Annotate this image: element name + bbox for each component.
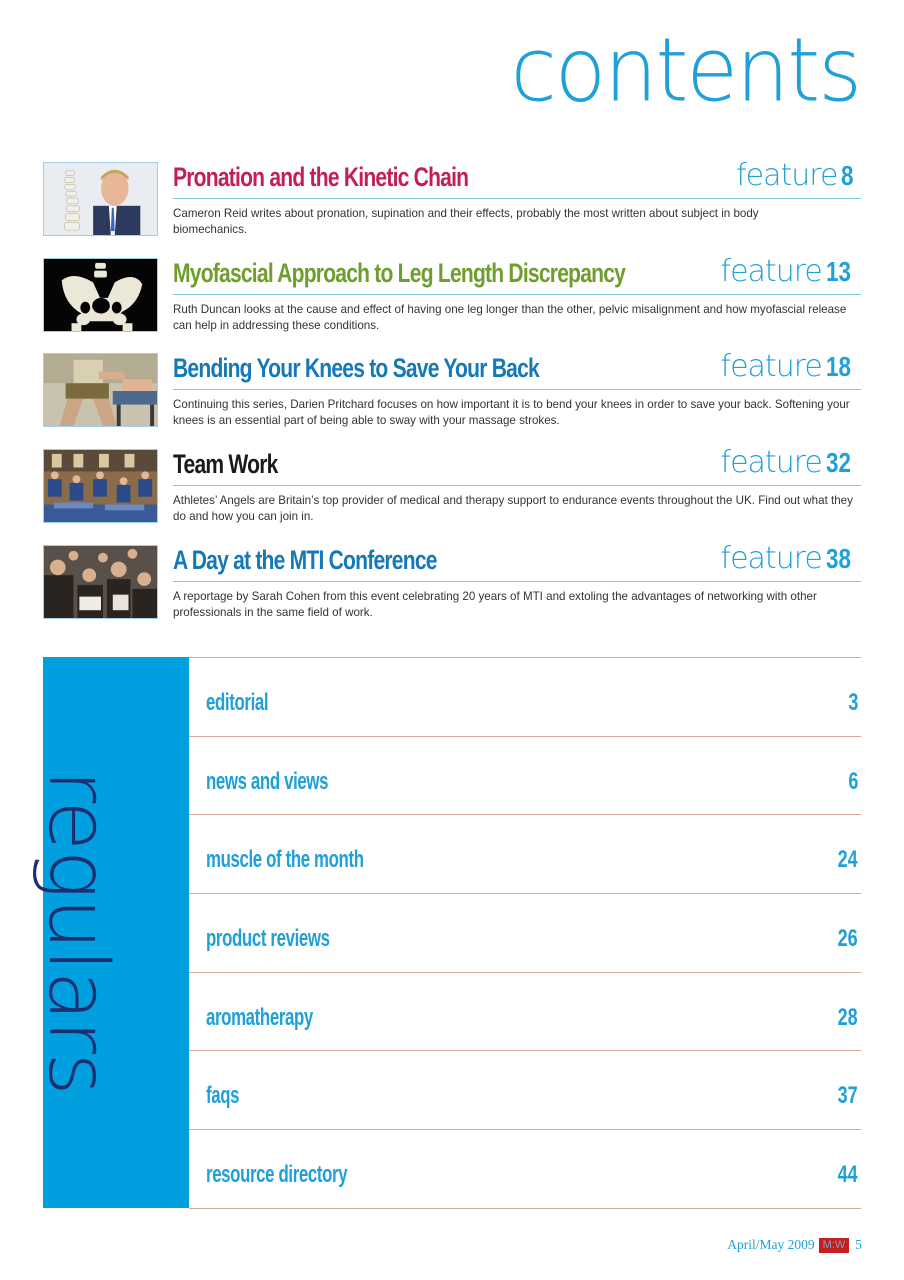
regular-name[interactable]: faqs <box>206 1082 240 1110</box>
regular-item-aromatherapy[interactable] <box>189 972 861 1051</box>
regular-item-news-and-views[interactable] <box>189 736 861 815</box>
feature-title[interactable]: A Day at the MTI Conference <box>173 545 437 575</box>
page-title: contents <box>510 18 860 122</box>
feature-page-ref <box>721 349 857 390</box>
feature-word: feature <box>720 254 822 289</box>
regular-name[interactable]: aromatherapy <box>206 1003 313 1031</box>
feature-page-number: 38 <box>825 543 851 574</box>
regular-name[interactable]: product reviews <box>206 925 330 953</box>
magazine-logo-badge: M:W <box>819 1238 850 1253</box>
feature-page-ref <box>736 158 857 199</box>
feature-description: Continuing this series, Darien Pritchard focuses on how important it is to bend your knees in order to save your back. Softening your knees is an essential part of being able to sway with your massage strokes. <box>173 398 850 427</box>
regular-name[interactable]: editorial <box>206 689 269 716</box>
regular-item-faqs[interactable] <box>189 1050 861 1129</box>
feature-title[interactable]: Team Work <box>173 449 278 479</box>
feature-description: Ruth Duncan looks at the cause and effect of having one leg longer than the other, pelvic misalignment and how myofascial release can help in addressing these conditions. <box>173 303 847 332</box>
feature-description: A reportage by Sarah Cohen from this event celebrating 20 years of MTI and extoling the advantages of networking with other professionals in the same field of work. <box>173 590 817 619</box>
feature-page-ref <box>721 541 857 582</box>
regular-item-product-reviews[interactable] <box>189 893 861 972</box>
feature-page-ref <box>721 445 857 486</box>
regulars-list <box>189 657 861 1209</box>
regular-item-editorial[interactable] <box>189 657 861 736</box>
feature-word: feature <box>720 541 822 576</box>
divider <box>173 389 861 390</box>
feature-word: feature <box>736 158 838 193</box>
feature-title[interactable]: Pronation and the Kinetic Chain <box>173 162 469 192</box>
feature-pronation[interactable] <box>43 158 861 242</box>
regular-page-number: 24 <box>837 846 858 874</box>
feature-description: Cameron Reid writes about pronation, supination and their effects, probably the most written about subject in body biomechanics. <box>173 207 759 236</box>
massage-therapist-photo <box>43 353 158 427</box>
divider <box>173 294 861 295</box>
feature-title[interactable]: Bending Your Knees to Save Your Back <box>173 353 539 383</box>
conference-crowd-photo <box>43 545 158 619</box>
feature-mti-conference[interactable] <box>43 541 861 625</box>
feature-description: Athletes’ Angels are Britain’s top provider of medical and therapy support to endurance events throughout the UK. Find out what they do and how you can join in. <box>173 494 853 523</box>
page-number: 5 <box>855 1237 862 1252</box>
regular-item-muscle-of-the-month[interactable] <box>189 814 861 893</box>
divider <box>173 485 861 486</box>
portrait-with-spine-photo <box>43 162 158 236</box>
page-footer <box>727 1237 862 1253</box>
regular-page-number: 26 <box>837 925 858 953</box>
feature-leg-length[interactable] <box>43 254 861 338</box>
athletes-massage-hall-photo <box>43 449 158 523</box>
feature-title[interactable]: Myofascial Approach to Leg Length Discrepancy <box>173 258 626 288</box>
regular-page-number: 28 <box>837 1003 858 1031</box>
feature-word: feature <box>720 445 822 480</box>
regular-page-number: 37 <box>837 1082 858 1110</box>
feature-bending-knees[interactable] <box>43 349 861 433</box>
divider <box>173 198 861 199</box>
divider <box>173 581 861 582</box>
regular-page-number: 6 <box>847 767 858 795</box>
regulars-label: regulars <box>30 769 125 1095</box>
feature-page-number: 18 <box>825 351 851 382</box>
regular-name[interactable]: news and views <box>206 767 329 795</box>
regular-page-number: 44 <box>837 1161 858 1189</box>
regular-name[interactable]: resource directory <box>206 1161 348 1189</box>
regular-item-resource-directory[interactable] <box>189 1129 861 1209</box>
regular-page-number: 3 <box>847 689 858 716</box>
feature-page-ref <box>721 254 857 295</box>
regular-name[interactable]: muscle of the month <box>206 846 364 874</box>
feature-page-number: 8 <box>841 160 854 191</box>
issue-date: April/May 2009 <box>727 1237 815 1252</box>
feature-team-work[interactable] <box>43 445 861 529</box>
feature-page-number: 13 <box>825 256 851 287</box>
feature-page-number: 32 <box>825 447 851 478</box>
pelvis-skeleton-photo <box>43 258 158 332</box>
feature-word: feature <box>720 349 822 384</box>
